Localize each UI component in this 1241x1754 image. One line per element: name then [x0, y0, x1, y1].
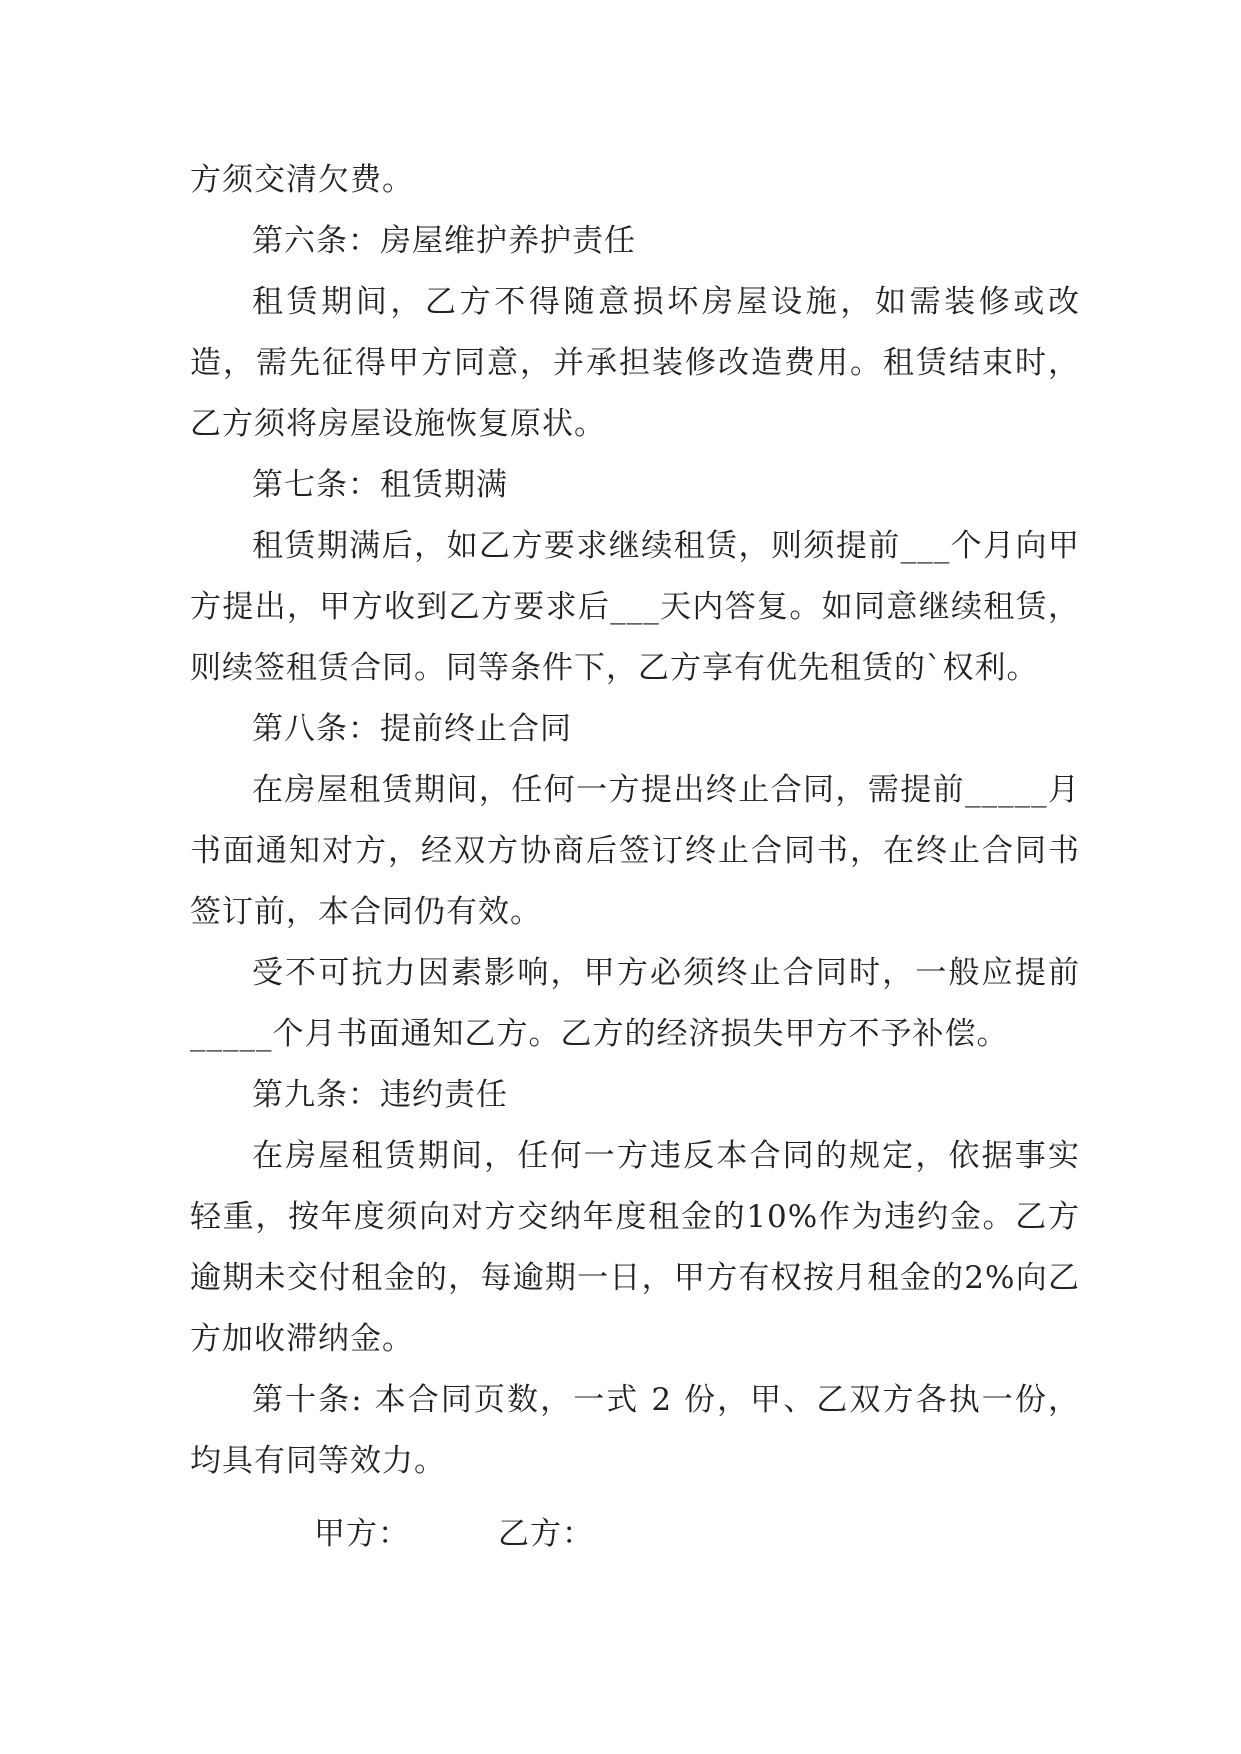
- article-8-heading: 第八条：提前终止合同: [252, 711, 572, 747]
- article-9-heading: 第九条：违约责任: [252, 1077, 508, 1113]
- paragraph: 在房屋租赁期间，任何一方提出终止合同，需提前_____月书面通知对方，经双方协商后签订终止合同书，在终止合同书签订前，本合同仍有效。: [190, 772, 1080, 930]
- paragraph: 受不可抗力因素影响，甲方必须终止合同时，一般应提前_____个月书面通知乙方。乙方的经济损失甲方不予补偿。: [190, 955, 1080, 1052]
- article-10-paragraph: 第十条: 本合同页数，一式 2 份，甲、乙双方各执一份，均具有同等效力。: [190, 1382, 1080, 1479]
- party-a-label: 甲方：: [314, 1516, 410, 1552]
- paragraph: 方须交清欠费。: [190, 162, 414, 198]
- paragraph: 租赁期满后，如乙方要求继续租赁，则须提前___个月向甲方提出，甲方收到乙方要求后___天内答复。如同意继续租赁，则续签租赁合同。同等条件下，乙方享有优先租赁的`权利。: [190, 528, 1080, 686]
- document-page: [190, 150, 1080, 1565]
- article-7-heading: 第七条：租赁期满: [252, 467, 508, 503]
- paragraph: 在房屋租赁期间，任何一方违反本合同的规定，依据事实轻重，按年度须向对方交纳年度租金的10%作为违约金。乙方逾期未交付租金的，每逾期一日，甲方有权按月租金的2%向乙方加收滞纳金。: [190, 1138, 1080, 1357]
- article-6-heading: 第六条：房屋维护养护责任: [252, 223, 636, 259]
- paragraph: 租赁期间，乙方不得随意损坏房屋设施，如需装修或改造，需先征得甲方同意，并承担装修改造费用。租赁结束时，乙方须将房屋设施恢复原状。: [190, 284, 1080, 442]
- signature-line: [190, 1504, 1080, 1565]
- party-b-label: 乙方：: [498, 1516, 594, 1552]
